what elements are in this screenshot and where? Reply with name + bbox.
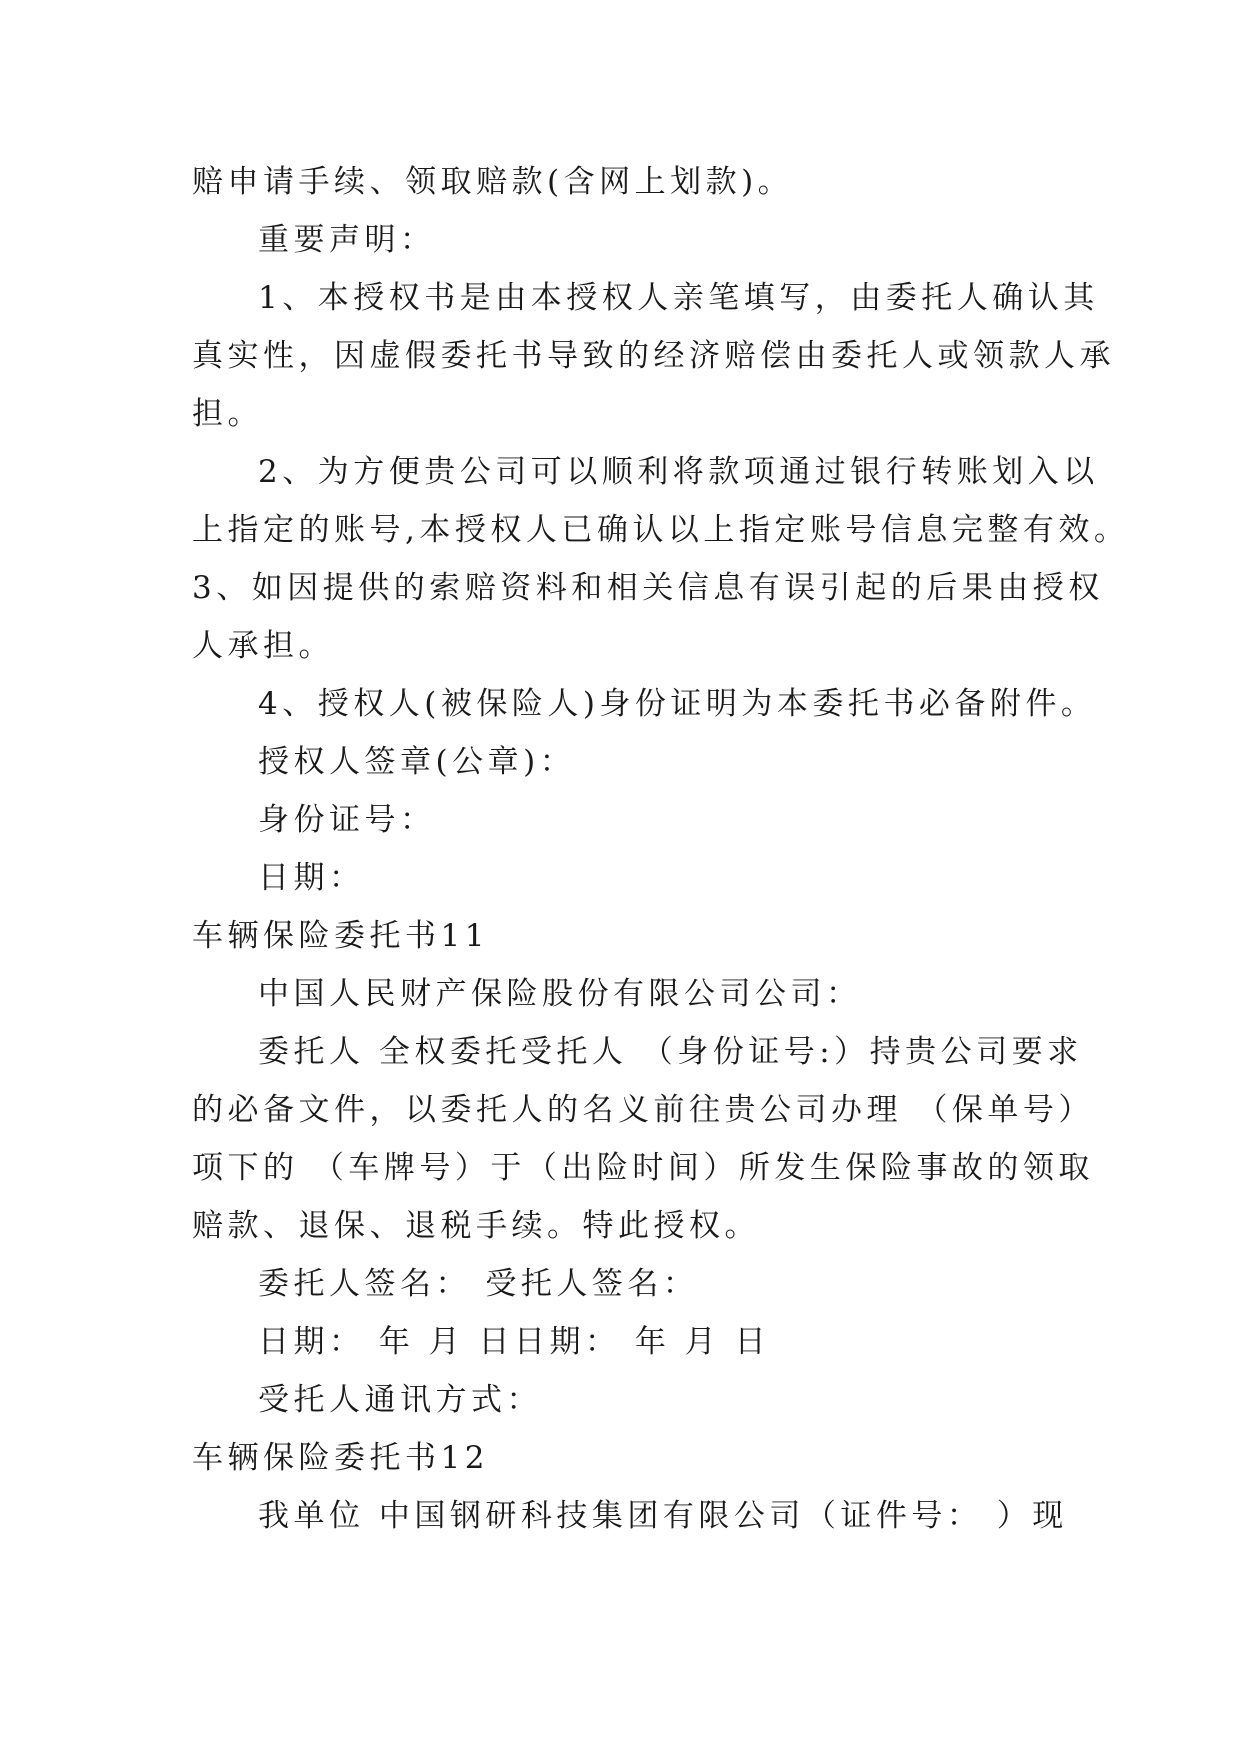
id-number-label: 身份证号： <box>258 802 436 838</box>
text-line: 赔申请手续、领取赔款(含网上划款)。 <box>192 164 794 200</box>
text-line: 担。 <box>192 396 263 432</box>
document-title: 车辆保险委托书11 <box>192 918 489 954</box>
section-heading: 重要声明： <box>258 222 436 258</box>
addressee: 中国人民财产保险股份有限公司公司： <box>258 976 862 1012</box>
signature-label: 委托人签名： 受托人签名： <box>258 1266 699 1302</box>
text-line: 委托人 全权委托受托人 （身份证号:）持贵公司要求 <box>258 1034 1083 1070</box>
text-line: 2、为方便贵公司可以顺利将款项通过银行转账划入以 <box>258 454 1099 490</box>
text-line: 人承担。 <box>192 628 334 664</box>
text-line: 的必备文件，以委托人的名义前往贵公司办理 （保单号） <box>192 1092 1094 1128</box>
text-line: 真实性，因虚假委托书导致的经济赔偿由委托人或领款人承 <box>192 338 1115 374</box>
date-label: 日期： 年 月 日日期： 年 月 日 <box>258 1324 771 1360</box>
text-line: 4、授权人(被保险人)身份证明为本委托书必备附件。 <box>258 686 1097 722</box>
document-title: 车辆保险委托书12 <box>192 1440 489 1476</box>
signature-label: 授权人签章(公章)： <box>258 744 576 780</box>
text-line: 1、本授权书是由本授权人亲笔填写，由委托人确认其 <box>258 280 1099 316</box>
text-line: 项下的 （车牌号）于（出险时间）所发生保险事故的领取 <box>192 1150 1094 1186</box>
contact-label: 受托人通讯方式： <box>258 1382 542 1418</box>
text-line: 3、如因提供的索赔资料和相关信息有误引起的后果由授权 <box>192 570 1104 606</box>
date-label: 日期： <box>258 860 365 896</box>
text-line: 上指定的账号,本授权人已确认以上指定账号信息完整有效。 <box>192 512 1130 548</box>
text-line: 我单位 中国钢研科技集团有限公司（证件号： ）现 <box>258 1498 1068 1534</box>
text-line: 赔款、退保、退税手续。特此授权。 <box>192 1208 760 1244</box>
